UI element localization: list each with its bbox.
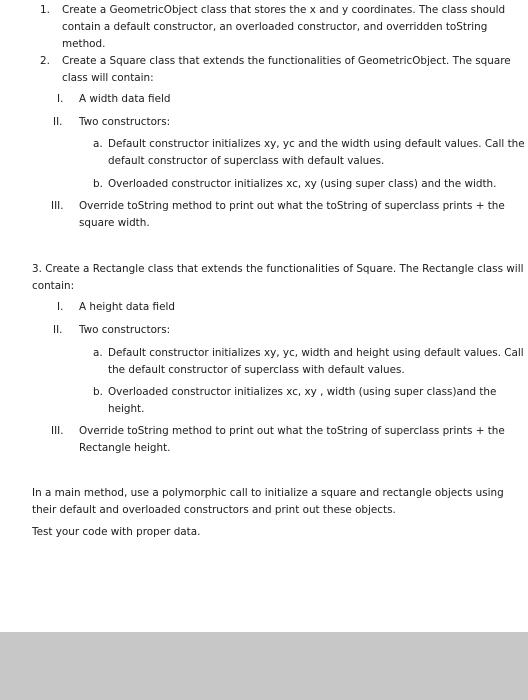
item-2-sub-b-letter: b. (93, 178, 103, 190)
item-2-sub-i-numeral: I. (57, 93, 64, 105)
main-method-line-1: In a main method, use a polymorphic call to initialize a square and rectangle objects using (32, 487, 504, 499)
item-3-line-1: 3. Create a Rectangle class that extends the functionalities of Square. The Rectangle class will (32, 263, 524, 275)
item-3-sub-i-numeral: I. (57, 301, 64, 313)
item-2-sub-a-letter: a. (93, 138, 103, 150)
item-3-sub-b-letter: b. (93, 386, 103, 398)
item-1-line-1: Create a GeometricObject class that stores the x and y coordinates. The class should (62, 4, 506, 16)
item-2-sub-a-line-1: Default constructor initializes xy, yc and the width using default values. Call the (108, 138, 525, 150)
item-2-sub-iii-line-1: Override toString method to print out what the toString of superclass prints + the (79, 200, 505, 212)
item-3-sub-b-line-1: Overloaded constructor initializes xc, xy , width (using super class)and the (108, 386, 497, 398)
item-2-sub-i-text: A width data field (79, 93, 171, 105)
item-3-sub-ii-numeral: II. (53, 324, 63, 336)
item-2-sub-iii-numeral: III. (51, 200, 64, 212)
item-3-sub-iii-numeral: III. (51, 425, 64, 437)
item-1-line-2: contain a default constructor, an overloaded constructor, and overridden toString (62, 21, 488, 33)
item-2-sub-a-line-2: default constructor of superclass with default values. (108, 155, 385, 167)
item-2-sub-iii-line-2: square width. (79, 217, 150, 229)
item-2-number: 2. (40, 55, 50, 67)
item-3-sub-i-text: A height data field (79, 301, 175, 313)
item-2-sub-ii-text: Two constructors: (79, 116, 171, 128)
item-3-sub-b-line-2: height. (108, 403, 145, 415)
item-3-sub-ii-text: Two constructors: (79, 324, 171, 336)
item-3-sub-a-line-1: Default constructor initializes xy, yc, width and height using default values. Call (108, 347, 524, 359)
item-3-sub-a-line-2: the default constructor of superclass with default values. (108, 364, 405, 376)
item-3-sub-iii-line-2: Rectangle height. (79, 442, 171, 454)
item-3-sub-iii-line-1: Override toString method to print out what the toString of superclass prints + the (79, 425, 505, 437)
item-3-line-2: contain: (32, 280, 75, 292)
item-2-sub-ii-numeral: II. (53, 116, 63, 128)
item-1-number: 1. (40, 4, 50, 16)
item-3-sub-a-letter: a. (93, 347, 103, 359)
footer-gray-band (0, 632, 528, 700)
test-note: Test your code with proper data. (32, 526, 201, 538)
item-1-line-3: method. (62, 38, 106, 50)
item-2-line-1: Create a Square class that extends the functionalities of GeometricObject. The square (62, 55, 511, 67)
item-2-line-2: class will contain: (62, 72, 154, 84)
item-2-sub-b-line-1: Overloaded constructor initializes xc, xy (using super class) and the width. (108, 178, 497, 190)
main-method-line-2: their default and overloaded constructors and print out these objects. (32, 504, 396, 516)
